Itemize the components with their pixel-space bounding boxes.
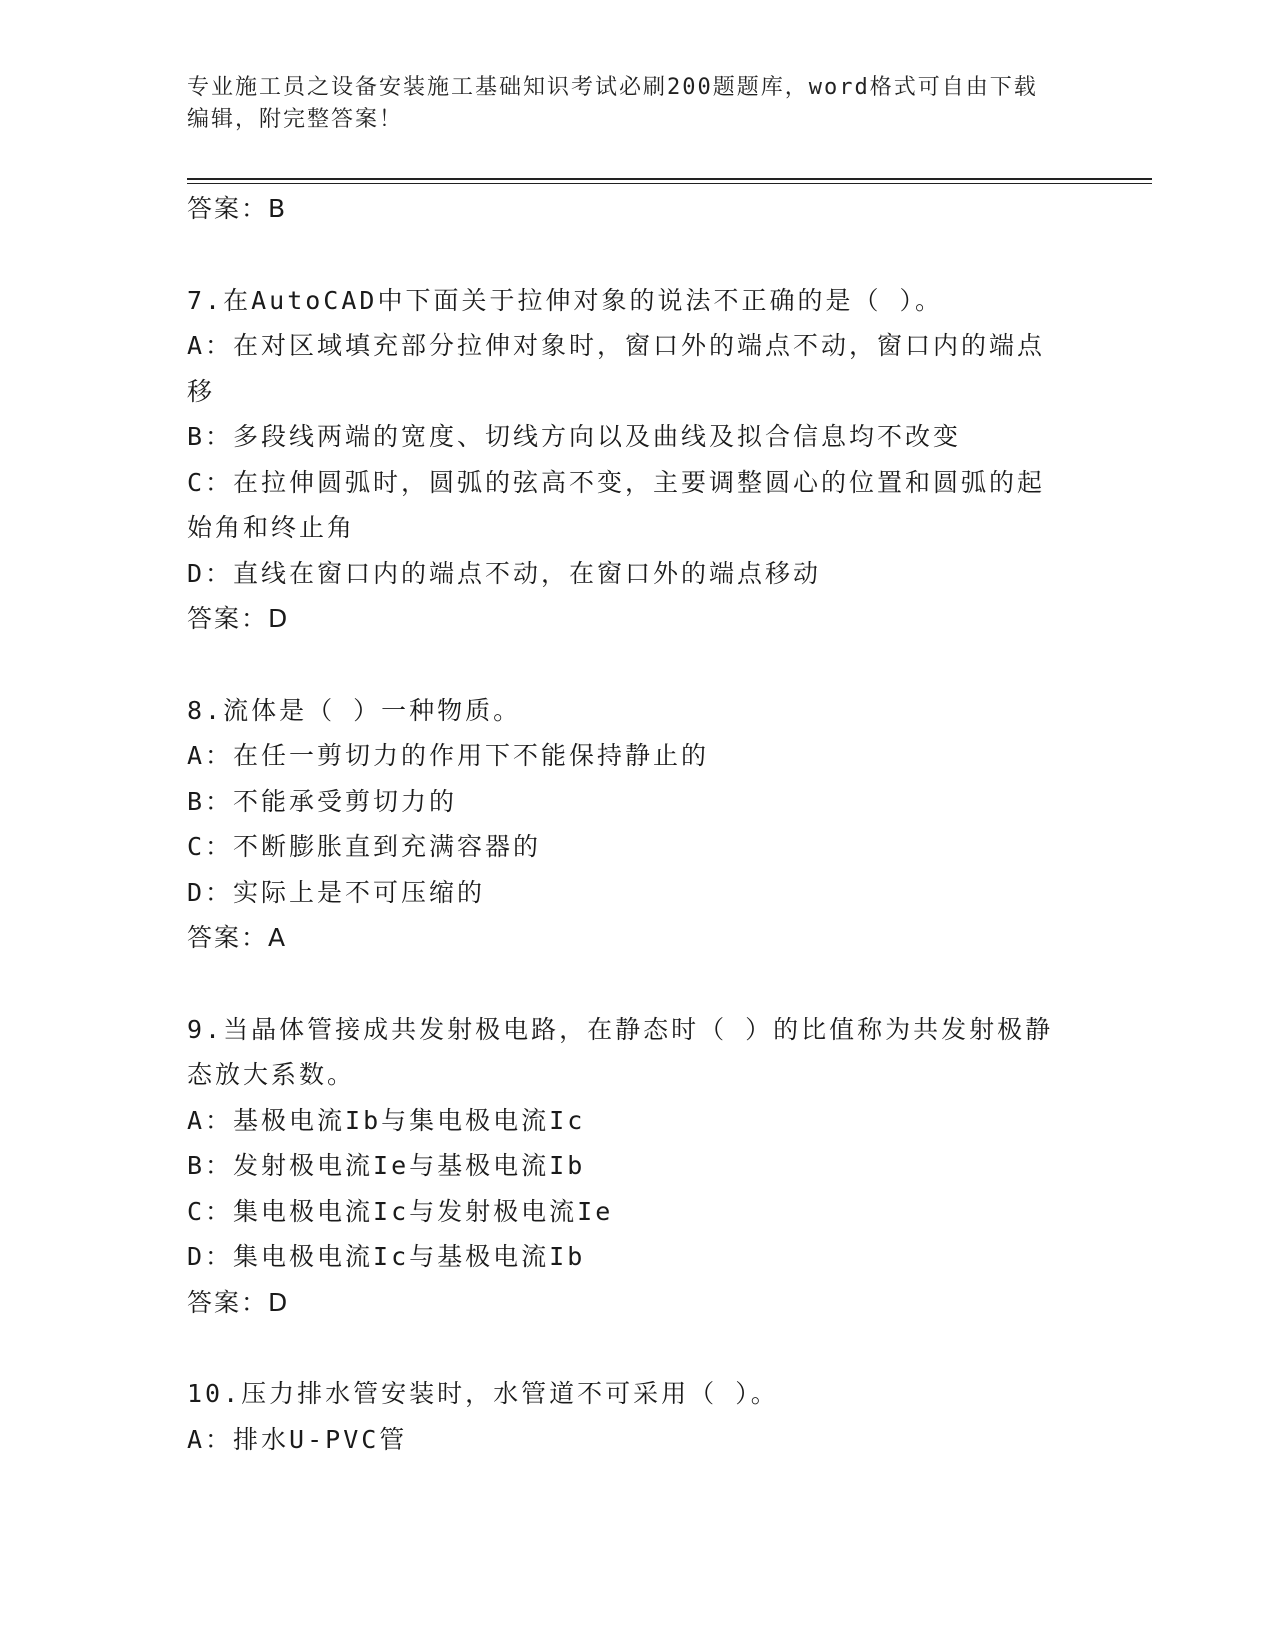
spacer: [187, 232, 1087, 278]
question-stem: 8.流体是（ ）一种物质。: [187, 695, 522, 725]
question-stem: 7.在AutoCAD中下面关于拉伸对象的说法不正确的是（ ）。: [187, 285, 944, 315]
option-a: A：在任一剪切力的作用下不能保持静止的: [187, 741, 710, 770]
question-block: [187, 278, 1087, 642]
answer-previous: 答案：B: [187, 194, 288, 223]
option-a: A：在对区域填充部分拉伸对象时，窗口外的端点不动，窗口内的端点: [187, 331, 1046, 360]
header-line-1: 专业施工员之设备安装施工基础知识考试必刷200题题库，word格式可自由下载: [187, 75, 1038, 100]
question-content: [187, 186, 1087, 1462]
answer-line: 答案：D: [187, 1287, 290, 1317]
option-b: B：不能承受剪切力的: [187, 786, 458, 816]
option-d: D：实际上是不可压缩的: [187, 877, 486, 907]
spacer: [187, 961, 1087, 1007]
option-a: A：基极电流Ib与集电极电流Ic: [187, 1105, 586, 1135]
option-b: B：多段线两端的宽度、切线方向以及曲线及拟合信息均不改变: [187, 422, 962, 451]
question-block: [187, 688, 1087, 961]
document-header: [187, 72, 1067, 136]
option-b: B：发射极电流Ie与基极电流Ib: [187, 1151, 586, 1180]
option-c-continued: 始角和终止角: [187, 513, 356, 542]
answer-line: 答案：D: [187, 604, 290, 633]
question-block: [187, 1007, 1087, 1326]
header-divider-thick: [187, 178, 1152, 180]
spacer: [187, 1325, 1087, 1371]
option-c: C：不断膨胀直到充满容器的: [187, 832, 542, 861]
option-d: D：直线在窗口内的端点不动，在窗口外的端点移动: [187, 558, 822, 588]
option-a: A：排水U-PVC管: [187, 1424, 408, 1454]
question-block: [187, 1371, 1087, 1462]
header-line-2: 编辑，附完整答案！: [187, 107, 404, 132]
option-c: C：集电极电流Ic与发射极电流Ie: [187, 1196, 614, 1226]
question-stem: 9.当晶体管接成共发射极电路，在静态时（ ）的比值称为共发射极静: [187, 1014, 1054, 1044]
question-stem-continued: 态放大系数。: [187, 1060, 356, 1089]
answer-line: 答案：A: [187, 923, 288, 952]
question-stem: 10.压力排水管安装时，水管道不可采用（ ）。: [187, 1379, 779, 1408]
spacer: [187, 642, 1087, 688]
option-d: D：集电极电流Ic与基极电流Ib: [187, 1242, 586, 1271]
option-a-continued: 移: [187, 376, 216, 406]
header-divider-thin: [187, 183, 1152, 184]
option-c: C：在拉伸圆弧时，圆弧的弦高不变，主要调整圆心的位置和圆弧的起: [187, 467, 1046, 497]
